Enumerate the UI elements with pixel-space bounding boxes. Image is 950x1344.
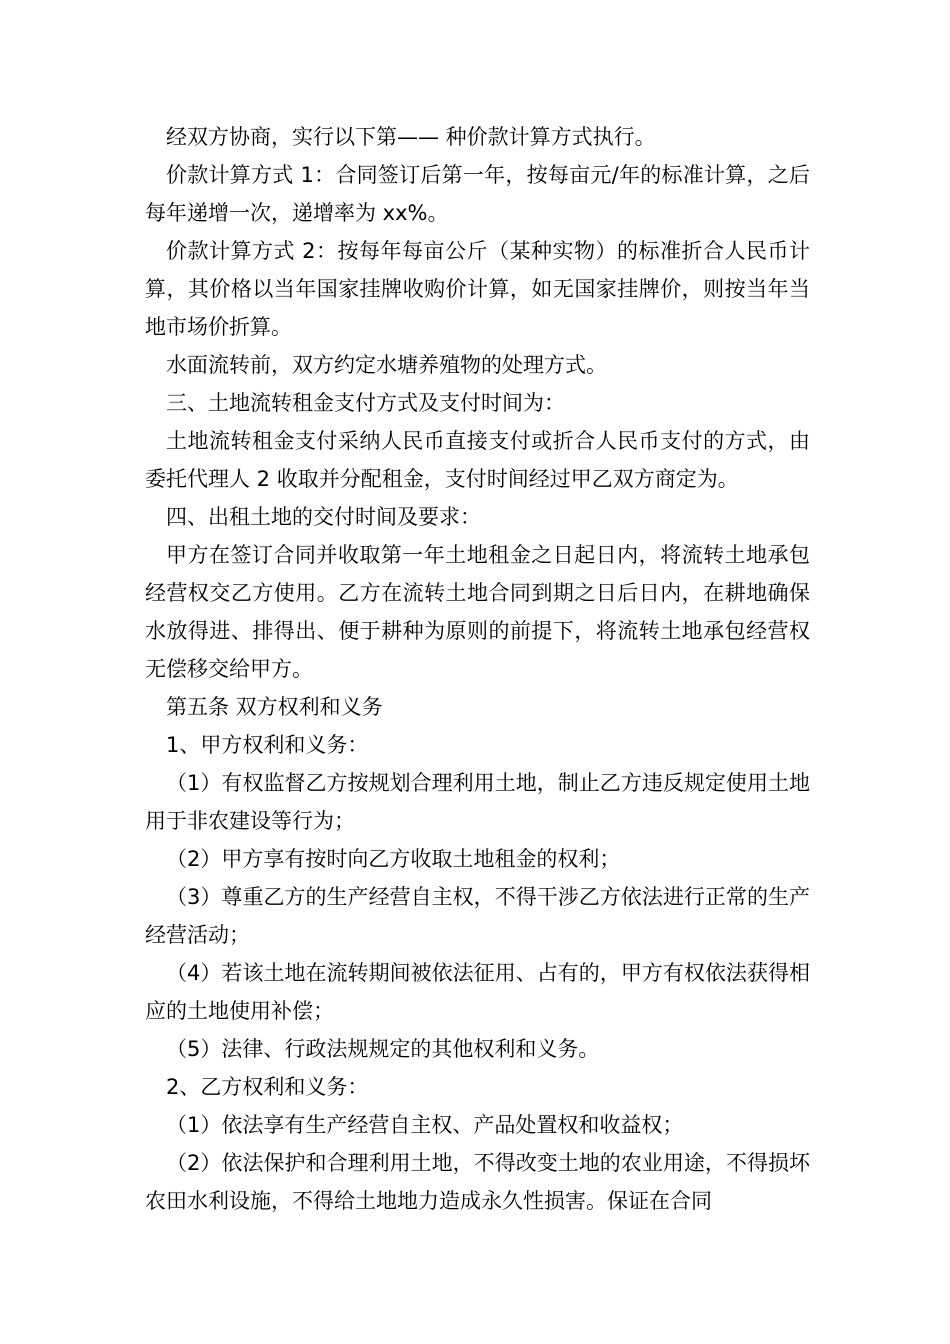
list-item-a-1: （1）有权监督乙方按规划合理利用土地，制止乙方违反规定使用土地用于非农建设等行为； <box>145 771 810 833</box>
paragraph-price-method-1: 价款计算方式 1：合同签订后第一年，按每亩元/年的标准计算，之后每年递增一次，递增率为 xx%。 <box>145 163 810 225</box>
list-item-b-2: （2）依法保护和合理利用土地，不得改变土地的农业用途，不得损坏农田水利设施，不得给土地地力造成永久性损害。保证在合同 <box>145 1151 810 1213</box>
list-item-a-5: （5）法律、行政法规规定的其他权利和义务。 <box>166 1037 600 1061</box>
heading-article-5: 第五条 双方权利和义务 <box>166 695 383 719</box>
list-item-b-1: （1）依法享有生产经营自主权、产品处置权和收益权； <box>166 1113 684 1137</box>
heading-section-4: 四、出租土地的交付时间及要求： <box>166 505 481 529</box>
list-item-a-2: （2）甲方享有按时向乙方收取土地租金的权利； <box>166 847 621 871</box>
heading-section-3: 三、土地流转租金支付方式及支付时间为： <box>166 391 565 415</box>
paragraph-rent-payment: 土地流转租金支付采纳人民币直接支付或折合人民币支付的方式，由委托代理人 2 收取并分配租金，支付时间经过甲乙双方商定为。 <box>145 429 810 491</box>
paragraph-delivery: 甲方在签订合同并收取第一年土地租金之日起日内，将流转土地承包经营权交乙方使用。乙方在流转土地合同到期之日后日内，在耕地确保水放得进、排得出、便于耕种为原则的前提下，将流转土地承包经营权无偿移交给甲方。 <box>145 543 810 681</box>
list-item-a-3: （3）尊重乙方的生产经营自主权，不得干涉乙方依法进行正常的生产经营活动； <box>145 885 810 947</box>
paragraph-price-negotiation: 经双方协商，实行以下第—— 种价款计算方式执行。 <box>166 125 656 149</box>
paragraph-price-method-2: 价款计算方式 2：按每年每亩公斤（某种实物）的标准折合人民币计算，其价格以当年国家挂牌收购价计算，如无国家挂牌价，则按当年当地市场价折算。 <box>145 239 810 339</box>
heading-party-a-rights: 1、甲方权利和义务： <box>166 733 369 757</box>
paragraph-water-surface: 水面流转前，双方约定水塘养殖物的处理方式。 <box>166 353 607 377</box>
document-body <box>145 118 810 1220</box>
list-item-a-4: （4）若该土地在流转期间被依法征用、占有的，甲方有权依法获得相应的土地使用补偿； <box>145 961 810 1023</box>
heading-party-b-rights: 2、乙方权利和义务： <box>166 1075 369 1099</box>
